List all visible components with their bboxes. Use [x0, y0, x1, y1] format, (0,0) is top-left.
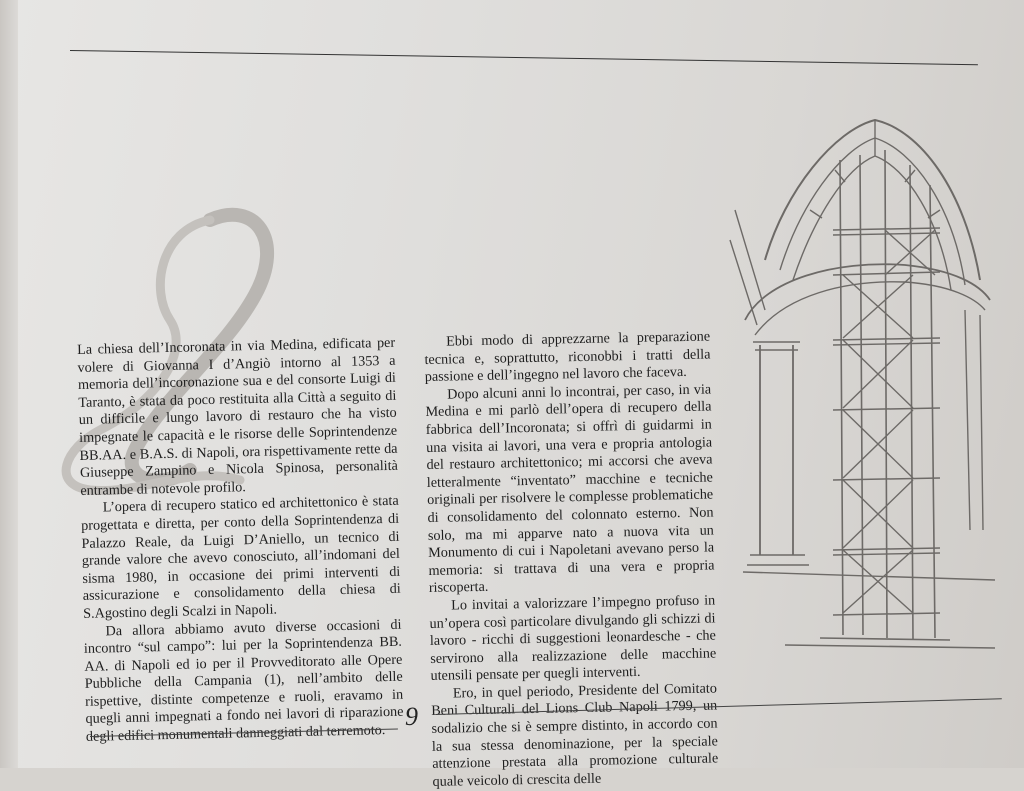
page-edge	[0, 0, 18, 768]
left-column	[77, 335, 404, 747]
page-number: 9	[405, 702, 418, 731]
right-column	[424, 329, 719, 791]
drop-cap-letter: L	[40, 200, 41, 201]
paragraph: Dopo alcuni anni lo incontrai, per caso, in via Medina e mi parlò dell’opera di recupero della fabbrica dell’Incoronata; si offrì di guidarmi in una visita ai lavori, una vera e propria antologia del restauro architettonico; mi accorsi che aveva letteralmente “inventato” macchine e tecniche originali per risolvere le complesse problematiche di consolidamento del colonnato esterno. Non solo, ma mi apparve nato a nuova vita un Monumento di cui i Napoletani avevano perso la memoria: si trattava di una vera e propria riscoperta.	[425, 381, 715, 597]
arch-scaffolding-sketch-icon	[725, 110, 1015, 670]
paragraph: Ebbi modo di apprezzarne la preparazione tecnica e, soprattutto, riconobbi i tratti della passione e dell’ingegno nel lavoro che faceva.	[424, 328, 711, 386]
paragraph: Ero, in quel periodo, Presidente del Comitato Beni Culturali del Lions Club Napoli 1799, un sodalizio che si è sempre distinto, in accordo con la sua stessa denominazione, per la speciale attenzione prestata alla promozione culturale quale veicolo di crescita delle	[431, 680, 719, 790]
paragraph: Da allora abbiamo avuto diverse occasioni di incontro “sul campo”: lui per la Soprintendenza BB. AA. di Napoli ed io per il Provveditorato alle Opere Pubbliche della Campania (1), nell’ambito delle rispettive, distinte competenze e ruoli, eravamo in quegli anni impegnati a fondo nei lavori di riparazione degli edifici monumentali danneggiati dal terremoto.	[83, 616, 404, 745]
top-rule	[70, 50, 978, 65]
paragraph: L’opera di recupero statico ed architettonico è stata progettata e diretta, per conto della Soprintendenza di Palazzo Reale, da Luigi D’Aniello, un tecnico di grande valore che avevo conosciuto, all’indomani del sisma 1980, in occasione dei primi interventi di assicurazione e consolidamento della chiesa di S.Agostino degli Scalzi in Napoli.	[80, 493, 401, 622]
paragraph: La chiesa dell’Incoronata in via Medina, edificata per volere di Giovanna I d’Angiò intorno al 1353 a memoria dell’incoronazione sua e del consorte Luigi di Taranto, è stata da poco restituita alla Città a seguito di un difficile e lungo lavoro di restauro che ha visto impegnate le capacità e le risorse delle Soprintendenze BB.AA. e B.A.S. di Napoli, ora rispettivamente rette da Giuseppe Zampino e Nicola Spinosa, personalità entrambe di notevole profilo.	[77, 334, 399, 499]
paragraph: Lo invitai a valorizzare l’impegno profuso in un’opera così particolare divulgando gli schizzi di lavoro - ricchi di suggestioni leonardesche - che servirono alla realizzazione delle macchine utensili pensate per quegli interventi.	[429, 592, 717, 685]
